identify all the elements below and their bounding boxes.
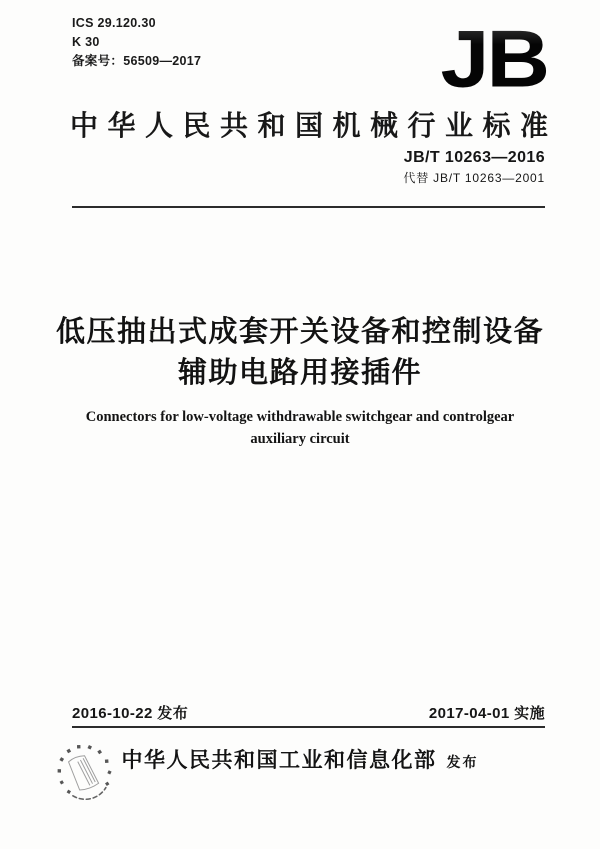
en-title-line2: auxiliary circuit [250,431,350,447]
standard-number: JB/T 10263—2016 [403,149,545,166]
ics-code: ICS 29.120.30 [72,16,156,30]
implement-date: 2017-04-01 实施 [428,705,545,722]
en-title-line1: Connectors for low-voltage withdrawable switchgear and controlgear [85,409,515,425]
jb-logo: JB [440,13,547,105]
main-title-en [0,406,600,450]
standard-number-block [403,148,545,187]
main-title-line2: 辅助电路用接插件 [177,357,422,389]
main-title-zh [0,312,600,394]
publisher-name: 中华人民共和国工业和信息化部 [121,749,437,772]
publish-label: 发布 [446,754,479,770]
header-title: 中华人民共和国机械行业标准 [70,110,558,141]
meta-block [72,14,201,71]
classification-code: K 30 [72,35,100,49]
replaces-note: 代替 JB/T 10263—2001 [403,171,545,185]
header-divider [72,206,545,208]
footer-divider [72,726,545,728]
record-number: 备案号：56509—2017 [72,54,202,68]
issue-date: 2016-10-22 发布 [72,705,189,722]
dates-row [72,702,545,723]
main-title-line1: 低压抽出式成套开关设备和控制设备 [55,316,544,348]
